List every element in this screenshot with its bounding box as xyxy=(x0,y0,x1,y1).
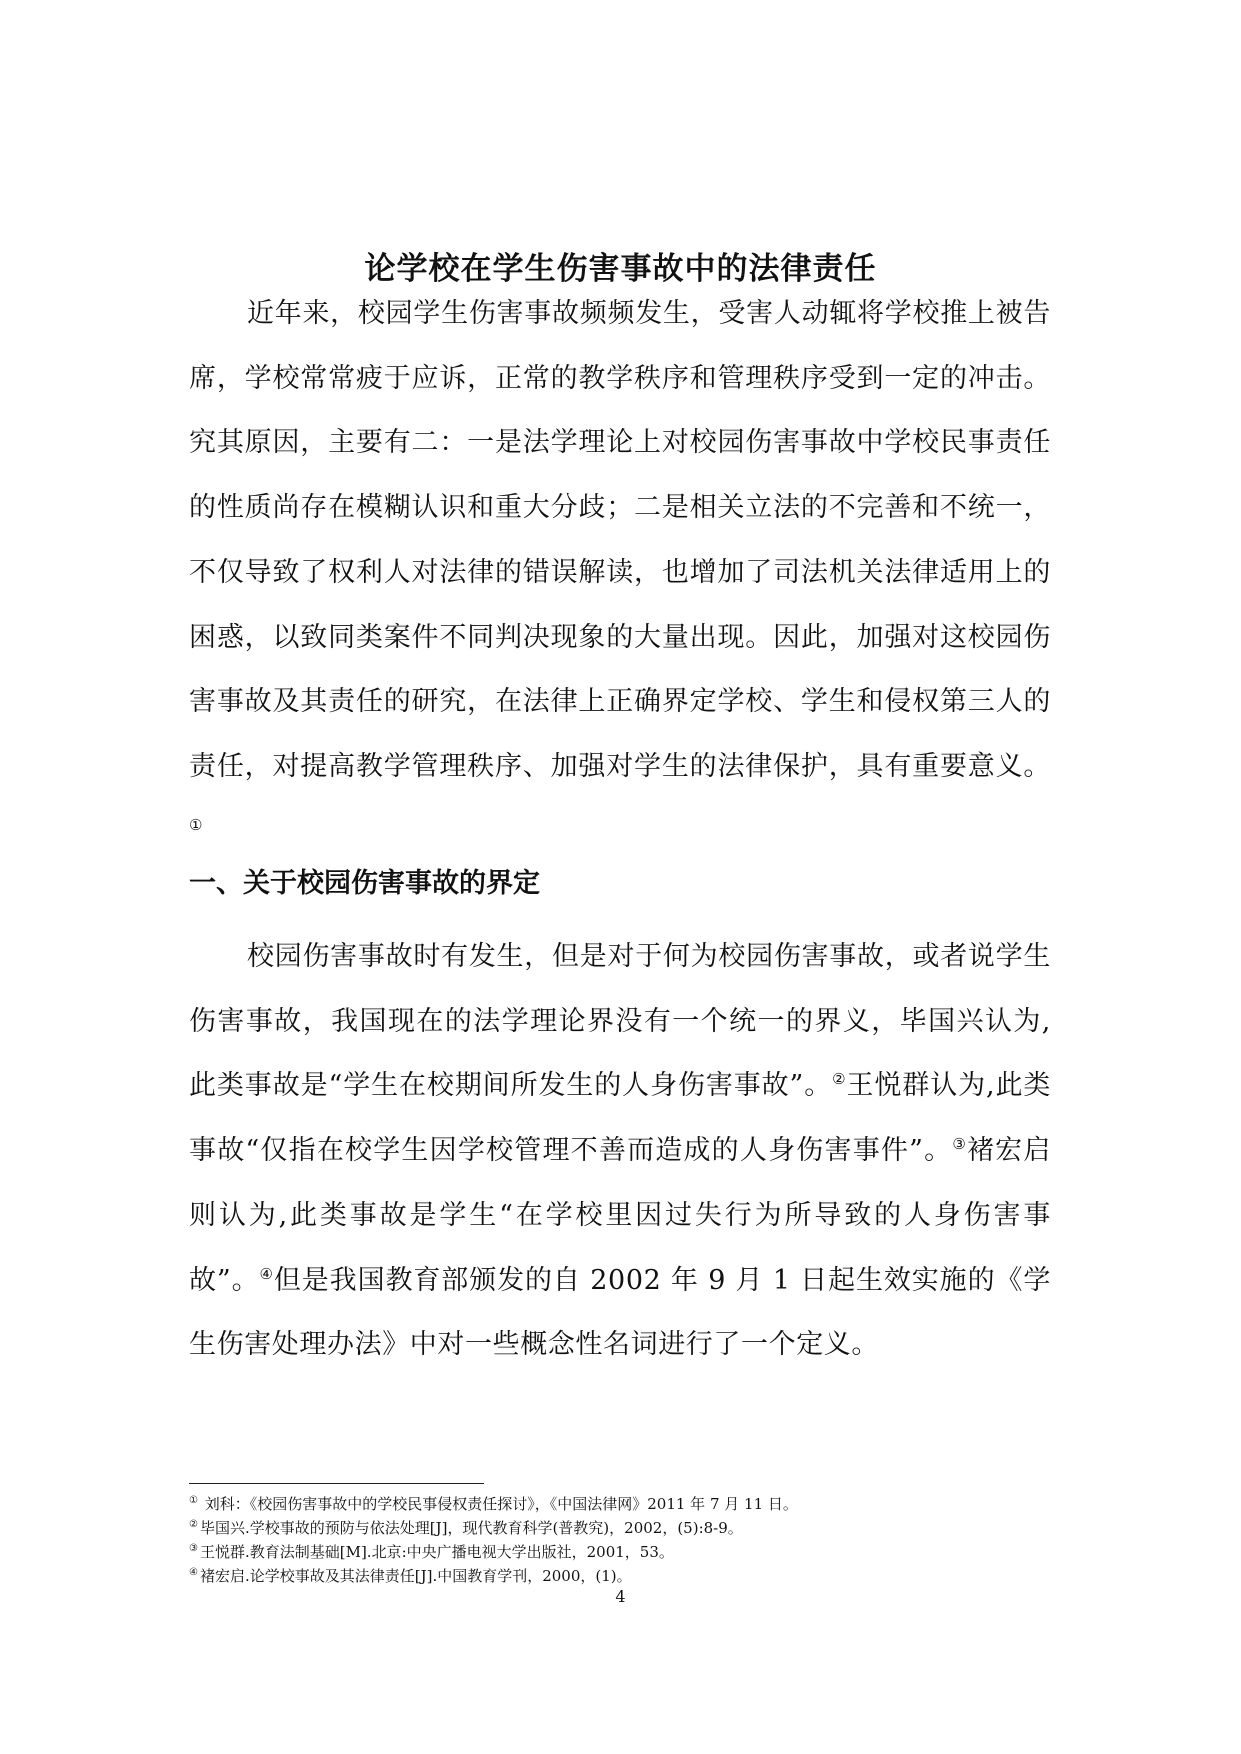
footnote-divider xyxy=(189,1483,484,1484)
footnote-text: 褚宏启.论学校事故及其法律责任[J].中国教育学刊，2000，(1)。 xyxy=(199,1567,632,1585)
footnote-ref-2: ② xyxy=(832,1070,847,1089)
footnote-ref-1: ① xyxy=(189,815,204,834)
page-number: 4 xyxy=(615,1587,626,1606)
intro-paragraph-text: 近年来，校园学生伤害事故频频发生，受害人动辄将学校推上被告席，学校常常疲于应诉，正常的教学秩序和管理秩序受到一定的冲击。究其原因，主要有二：一是法学理论上对校园伤害事故中学校民事责任的性质尚存在模糊认识和重大分歧；二是相关立法的不完善和不统一，不仅导致了权利人对法律的错误解读，也增加了司法机关法律适用上的困惑，以致同类案件不同判决现象的大量出现。因此，加强对这校园伤害事故及其责任的研究，在法律上正确界定学校、学生和侵权第三人的责任，对提高教学管理秩序、加强对学生的法律保护，具有重要意义。 xyxy=(189,298,1051,782)
definition-paragraph xyxy=(189,925,1051,1378)
footnote-item xyxy=(189,1564,1089,1588)
footnote-text: 毕国兴.学校事故的预防与依法处理[J]，现代教育科学(普教究)，2002，(5):8-9。 xyxy=(199,1519,743,1537)
section-heading: 一、关于校园伤害事故的界定 xyxy=(189,868,540,899)
definition-text-part-1: 校园伤害事故时有发生，但是对于何为校园伤害事故，或者说学生伤害事故，我国现在的法学理论界没有一个统一的界义，毕国兴认为,此类事故是“学生在校期间所发生的人身伤害事故”。 xyxy=(189,941,1051,1102)
footnote-mark: ② xyxy=(189,1519,198,1530)
page-title: 论学校在学生伤害事故中的法律责任 xyxy=(364,250,877,287)
footnote-text: 王悦群.教育法制基础[M].北京:中央广播电视大学出版社，2001，53。 xyxy=(199,1543,674,1561)
footnote-item xyxy=(189,1540,1089,1564)
footnote-mark: ③ xyxy=(189,1543,198,1554)
definition-text-part-4: 但是我国教育部颁发的自 2002 年 9 月 1 日起生效实施的《学生伤害处理办法》中对一些概念性名词进行了一个定义。 xyxy=(189,1264,1051,1361)
footnote-ref-3: ③ xyxy=(952,1135,967,1154)
footnote-mark: ④ xyxy=(189,1567,198,1578)
footnote-text: 刘科：《校园伤害事故中的学校民事侵权责任探讨》，《中国法律网》2011 年 7 月 11 日。 xyxy=(199,1495,798,1513)
intro-paragraph xyxy=(189,282,1051,864)
footnote-item xyxy=(189,1516,1089,1540)
footnote-list xyxy=(189,1492,1089,1588)
definition-text-part-3: 褚宏启则认为,此类事故是学生“在学校里因过失行为所导致的人身伤害事故”。 xyxy=(189,1135,1051,1296)
footnote-mark: ① xyxy=(189,1495,198,1506)
footnote-ref-4: ④ xyxy=(259,1264,274,1283)
footnote-item xyxy=(189,1492,1089,1516)
definition-text-part-2: 王悦群认为,此类事故“仅指在校学生因学校管理不善而造成的人身伤害事件”。 xyxy=(189,1070,1051,1167)
